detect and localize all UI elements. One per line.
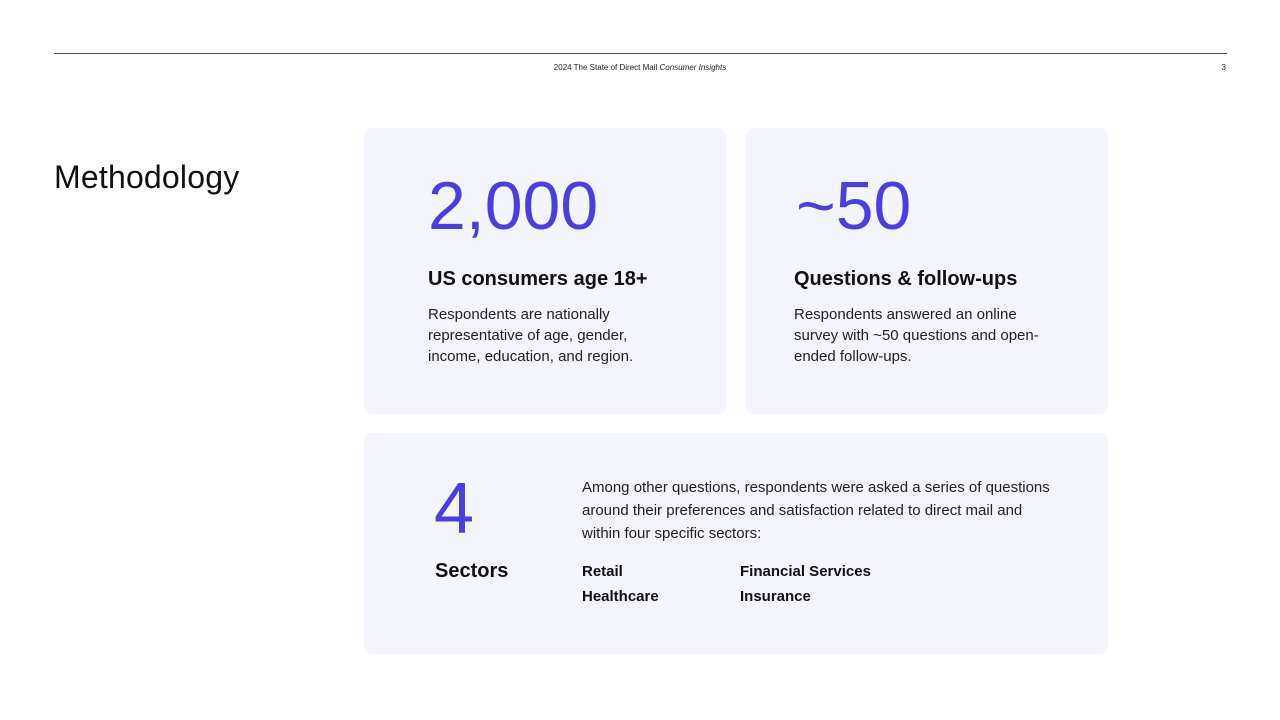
- sector-insurance: Insurance: [740, 588, 811, 605]
- stat-value: ~50: [796, 168, 912, 244]
- stat-description: Respondents answered an online survey with ~50 questions and open-ended follow-ups.: [794, 306, 1039, 365]
- stat-card-questions: [746, 128, 1108, 414]
- stat-card-consumers: [364, 128, 726, 414]
- stat-card-sectors: [364, 433, 1108, 654]
- stat-value: 2,000: [428, 168, 599, 244]
- stat-heading: Sectors: [435, 560, 509, 582]
- sector-retail: Retail: [582, 563, 623, 580]
- sector-healthcare: Healthcare: [582, 588, 659, 605]
- page-title: Methodology: [54, 159, 240, 196]
- stat-description: Respondents are nationally representative of age, gender, income, education, and region.: [428, 306, 634, 365]
- header-title: [0, 63, 1280, 72]
- header-title-main: 2024 The State of Direct Mail: [553, 63, 658, 72]
- header-rule: [54, 53, 1227, 54]
- sector-financial-services: Financial Services: [740, 563, 871, 580]
- header-title-italic: Consumer Insights: [659, 63, 727, 72]
- page-number: 3: [1221, 63, 1226, 72]
- stat-heading: US consumers age 18+: [428, 268, 648, 290]
- stat-value: 4: [434, 469, 475, 549]
- stat-description: Among other questions, respondents were asked a series of questions around their preferences and satisfaction related to direct mail and within four specific sectors:: [582, 479, 1050, 542]
- stat-heading: Questions & follow-ups: [794, 268, 1018, 290]
